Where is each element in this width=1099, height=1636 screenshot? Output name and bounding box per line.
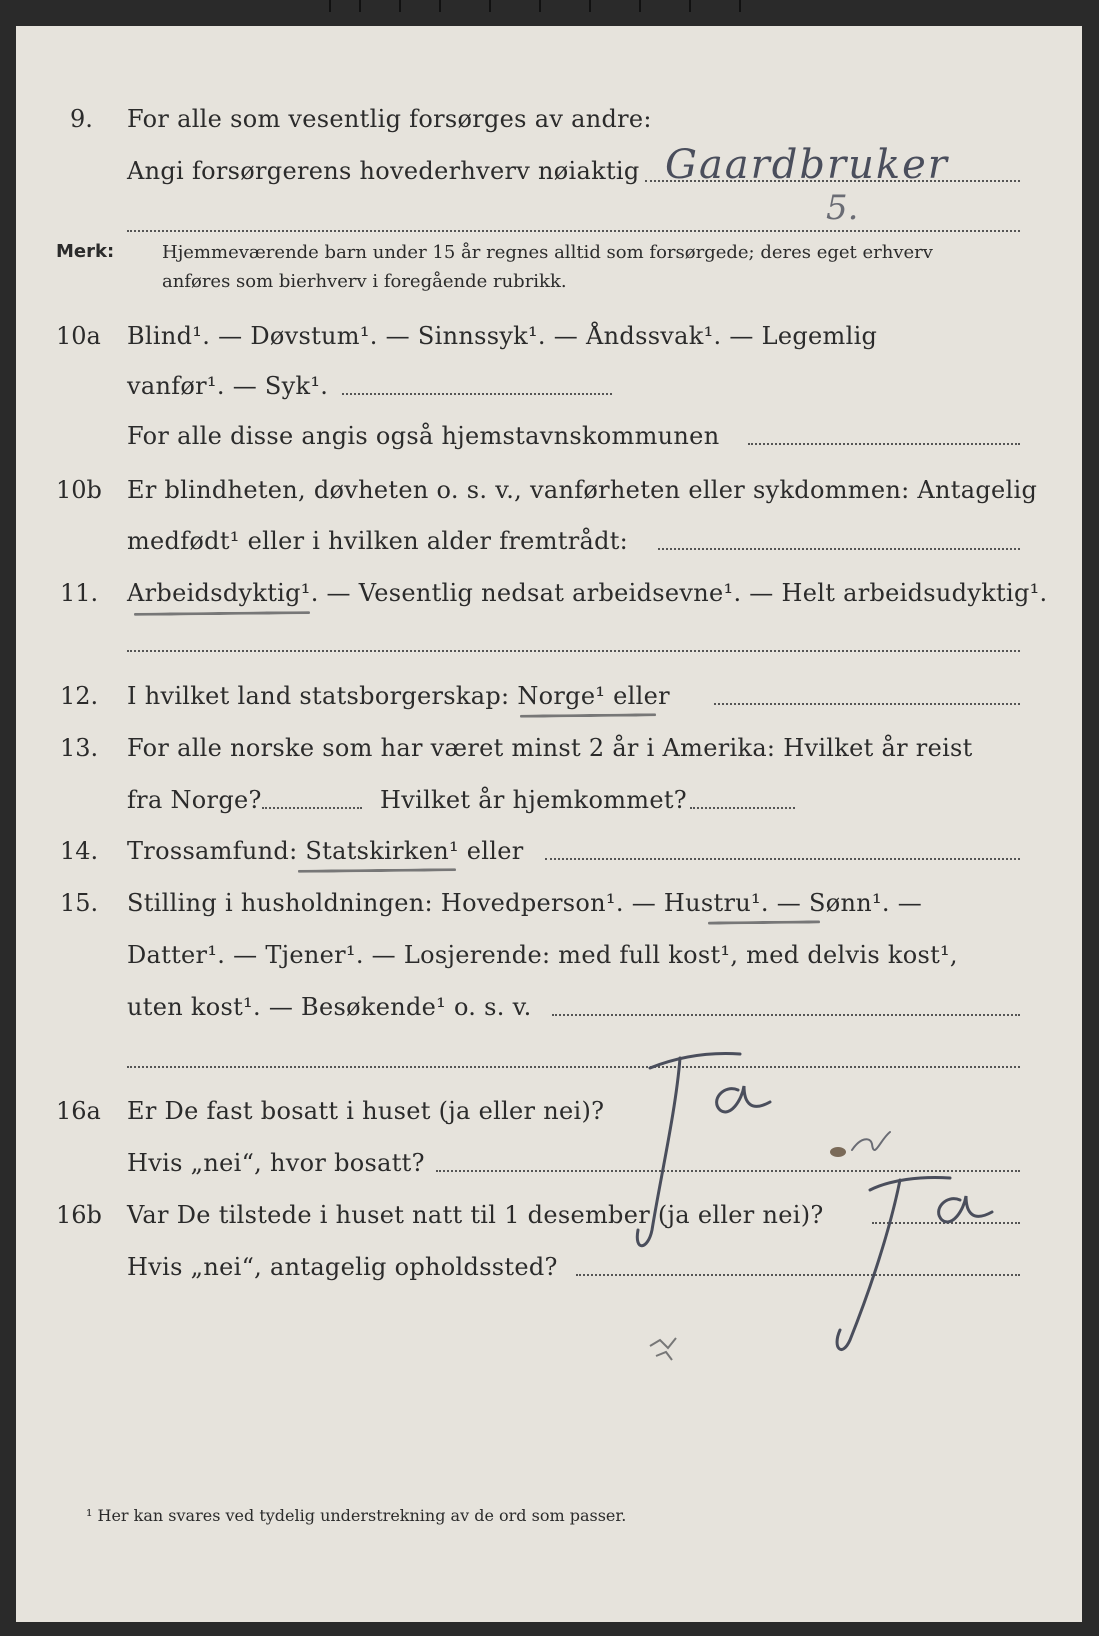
q15-answer-line[interactable] [552,1014,1020,1016]
q11-line1: Arbeidsdyktig¹. — Vesentlig nedsat arbeidsevne¹. — Helt arbeidsudyktig¹. [127,579,1048,607]
q10b-number: 10b [56,476,102,504]
q13-number: 13. [60,734,99,762]
q10b-line2: medfødt¹ eller i hvilken alder fremtrådt: [127,527,629,555]
smudge-mark [640,1326,700,1366]
merk-label: Merk: [56,241,115,262]
q16b-number: 16b [56,1201,102,1229]
q15-line3: uten kost¹. — Besøkende¹ o. s. v. [127,993,532,1021]
q13-line2a: fra Norge? [127,786,262,814]
q9-extra-line[interactable] [127,230,1020,232]
merk-line1: Hjemmeværende barn under 15 år regnes alltid som forsørgede; deres eget erhverv [162,242,933,263]
q13-line1: For alle norske som har været minst 2 år i Amerika: Hvilket år reist [127,734,973,762]
q15-line1: Stilling i husholdningen: Hovedperson¹. — Hustru¹. — Sønn¹. — [127,889,923,917]
q11-extra-line[interactable] [127,650,1020,652]
q10a-hjemstavn-line[interactable] [748,443,1020,445]
binding-marks [320,0,760,14]
q12-line1: I hvilket land statsborgerskap: Norge¹ eller [127,682,670,710]
q9-question-line2: Angi forsørgerens hovederhverv nøiaktig [127,157,640,185]
q10a-number: 10a [56,322,101,350]
q13-hjemkommet-line[interactable] [690,807,795,809]
q11-number: 11. [60,579,99,607]
q9-number: 9. [70,105,93,133]
q14-number: 14. [60,837,99,865]
q10a-line1: Blind¹. — Døvstum¹. — Sinnssyk¹. — Åndssvak¹. — Legemlig [127,322,878,350]
q10b-line1: Er blindheten, døvheten o. s. v., vanførheten eller sykdommen: Antagelig [127,476,1038,504]
handwriting-gaardbruker [665,136,1025,196]
q10a-line2: vanfør¹. — Syk¹. [127,372,329,400]
footnote: ¹ Her kan svares ved tydelig understrekning av de ord som passer. [86,1506,627,1525]
q16b-line1: Var De tilstede i huset natt til 1 desember (ja eller nei)? [127,1201,824,1229]
q13-reist-line[interactable] [262,807,362,809]
handwriting-ja-answers [620,1040,1020,1370]
q9-pencil-mark: 5. [826,188,859,228]
q13-line2b: Hvilket år hjemkommet? [380,786,687,814]
q12-number: 12. [60,682,99,710]
merk-line2: anføres som bierhverv i foregående rubrikk. [162,271,567,292]
q16a-line2: Hvis „nei“, hvor bosatt? [127,1149,425,1177]
q16a-line1: Er De fast bosatt i huset (ja eller nei)? [127,1097,605,1125]
q10b-answer-line[interactable] [658,548,1020,550]
q10a-syk-line[interactable] [342,393,612,395]
q10a-line3: For alle disse angis også hjemstavnskommunen [127,422,720,450]
svg-text:Gaardbruker: Gaardbruker [665,142,949,188]
form-page [16,26,1082,1622]
q16b-line2: Hvis „nei“, antagelig opholdssted? [127,1253,558,1281]
q9-question-line1: For alle som vesentlig forsørges av andre: [127,105,652,133]
q12-answer-line[interactable] [714,703,1020,705]
q14-line1: Trossamfund: Statskirken¹ eller [127,837,524,865]
q14-answer-line[interactable] [545,858,1020,860]
q15-number: 15. [60,889,99,917]
q15-line2: Datter¹. — Tjener¹. — Losjerende: med full kost¹, med delvis kost¹, [127,941,958,969]
q16a-number: 16a [56,1097,101,1125]
